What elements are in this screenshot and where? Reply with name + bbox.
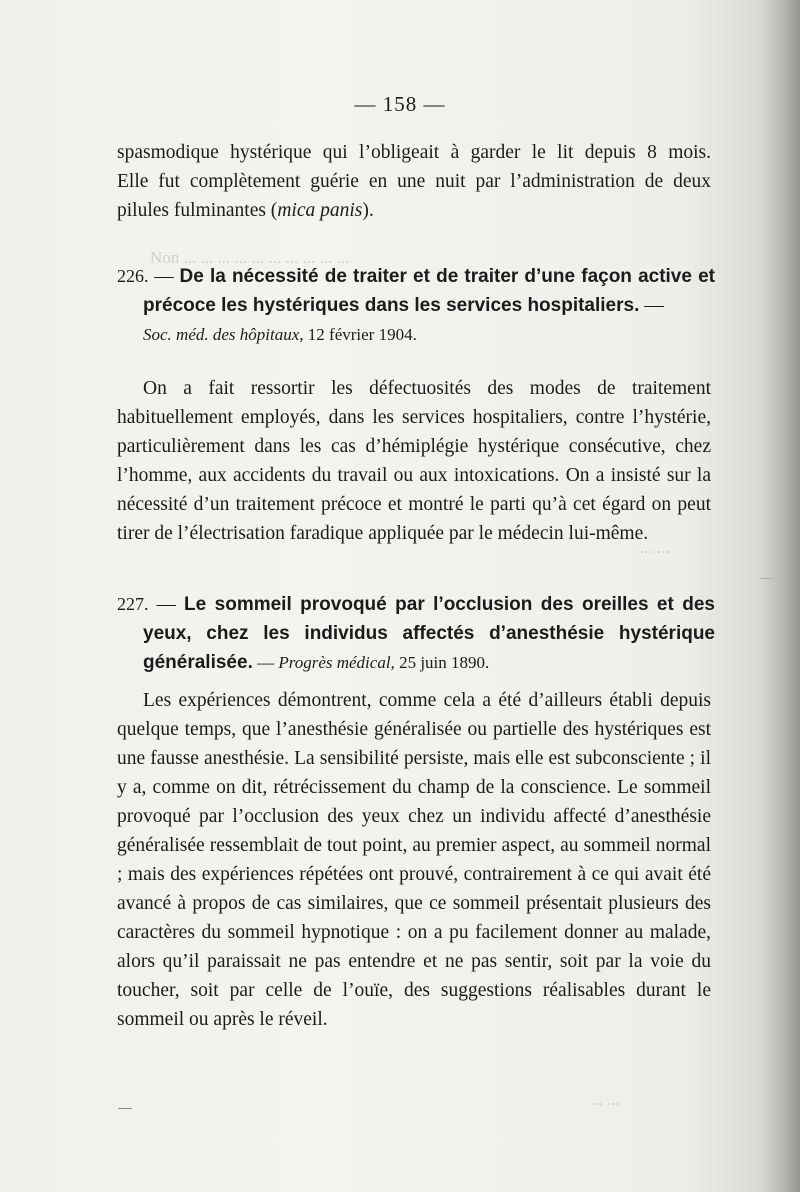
entry-226-title: De la nécessité de traiter et de traiter d’une façon active et précoce les hystériques dans les services hospitaliers.: [143, 266, 715, 316]
entry-226-paragraph: On a fait ressortir les défectuosités des modes de traitement habituellement employés, dans les services hospitaliers, contre l’hystérie, particulièrement dans les cas d’hémiplégie hystérique consécutive, chez l’homme, aux accidents du travail ou aux intoxications. On a insisté sur la nécessité d’un traitement précoce et montré le parti qu’à cet égard on peut tirer de l’électrisation faradique appliquée par le médecin lui-même.: [117, 378, 711, 544]
page-edge-shadow: [760, 0, 800, 1192]
entry-226-number: 226.: [117, 266, 149, 286]
entry-226-body: [117, 374, 711, 548]
entry-227-paragraph: Les expériences démontrent, comme cela a été d’ailleurs établi depuis quelque temps, que l’anesthésie généralisée ou partielle des hystériques est une fausse anesthésie. La sensibilité persiste, mais elle est subconsciente ; il y a, comme on dit, rétrécissement du champ de la conscience. Le sommeil provoqué par l’occlusion des yeux chez un individu affecté d’anesthésie généralisée ressemblait de tout point, au premier aspect, au sommeil normal ; mais des expériences répétées ont prouvé, contrairement à ce qui avait été avancé à propos de cas similaires, que ce sommeil présentait plusieurs des caractères du sommeil hypnotique : on a pu facilement donner au malade, alors qu’il paraissait ne pas entendre et ne pas sentir, soit par la voie du toucher, soit par celle de l’ouïe, des suggestions réalisables durant le sommeil ou après le réveil.: [117, 690, 711, 1030]
entry-226-title-dash: —: [639, 295, 664, 316]
entry-227-number: 227.: [117, 594, 149, 614]
entry-227-source: [278, 653, 489, 672]
intro-line: Elle fut complètement guérie en une nuit par l’administration de deux: [117, 171, 711, 192]
intro-italic: mica panis: [277, 200, 363, 221]
bleed-through: ... ...: [640, 538, 670, 557]
intro-text: pilules fulminantes (: [117, 200, 278, 221]
entry-227-dash: —: [148, 594, 185, 615]
entry-226-dash: —: [148, 266, 180, 287]
bleed-through: Non ... ... ... ... ... ... ... ... ... ...: [150, 248, 350, 267]
entry-227-body: [117, 686, 711, 1034]
entry-227-source-journal: Progrès médical,: [278, 653, 395, 672]
margin-mark: [118, 1108, 132, 1109]
entry-226-title-block: [117, 262, 715, 320]
entry-226-source-date: 12 février 1904.: [303, 325, 417, 344]
intro-line: [117, 196, 711, 225]
intro-paragraph: [117, 138, 711, 225]
bleed-through: ... ...: [590, 1090, 620, 1109]
page-number: — 158 —: [354, 92, 446, 116]
entry-227-title-block: [117, 590, 715, 677]
intro-line: spasmodique hystérique qui l’obligeait à garder le lit depuis 8 mois.: [117, 142, 711, 163]
entry-226-source-journal: Soc. méd. des hôpitaux,: [143, 325, 304, 344]
entry-226-source: [117, 320, 715, 349]
entry-227-source-date: 25 juin 1890.: [394, 653, 490, 672]
intro-text: ).: [362, 200, 374, 221]
entry-226-heading: [117, 262, 715, 349]
entry-227-title: Le sommeil provoqué par l’occlusion des oreilles et des yeux, chez les individus affectés d’anesthésie hystérique généralisée.: [143, 594, 715, 673]
margin-mark: [760, 578, 774, 579]
entry-227-heading: [117, 590, 715, 677]
entry-227-title-dash: —: [252, 653, 279, 672]
